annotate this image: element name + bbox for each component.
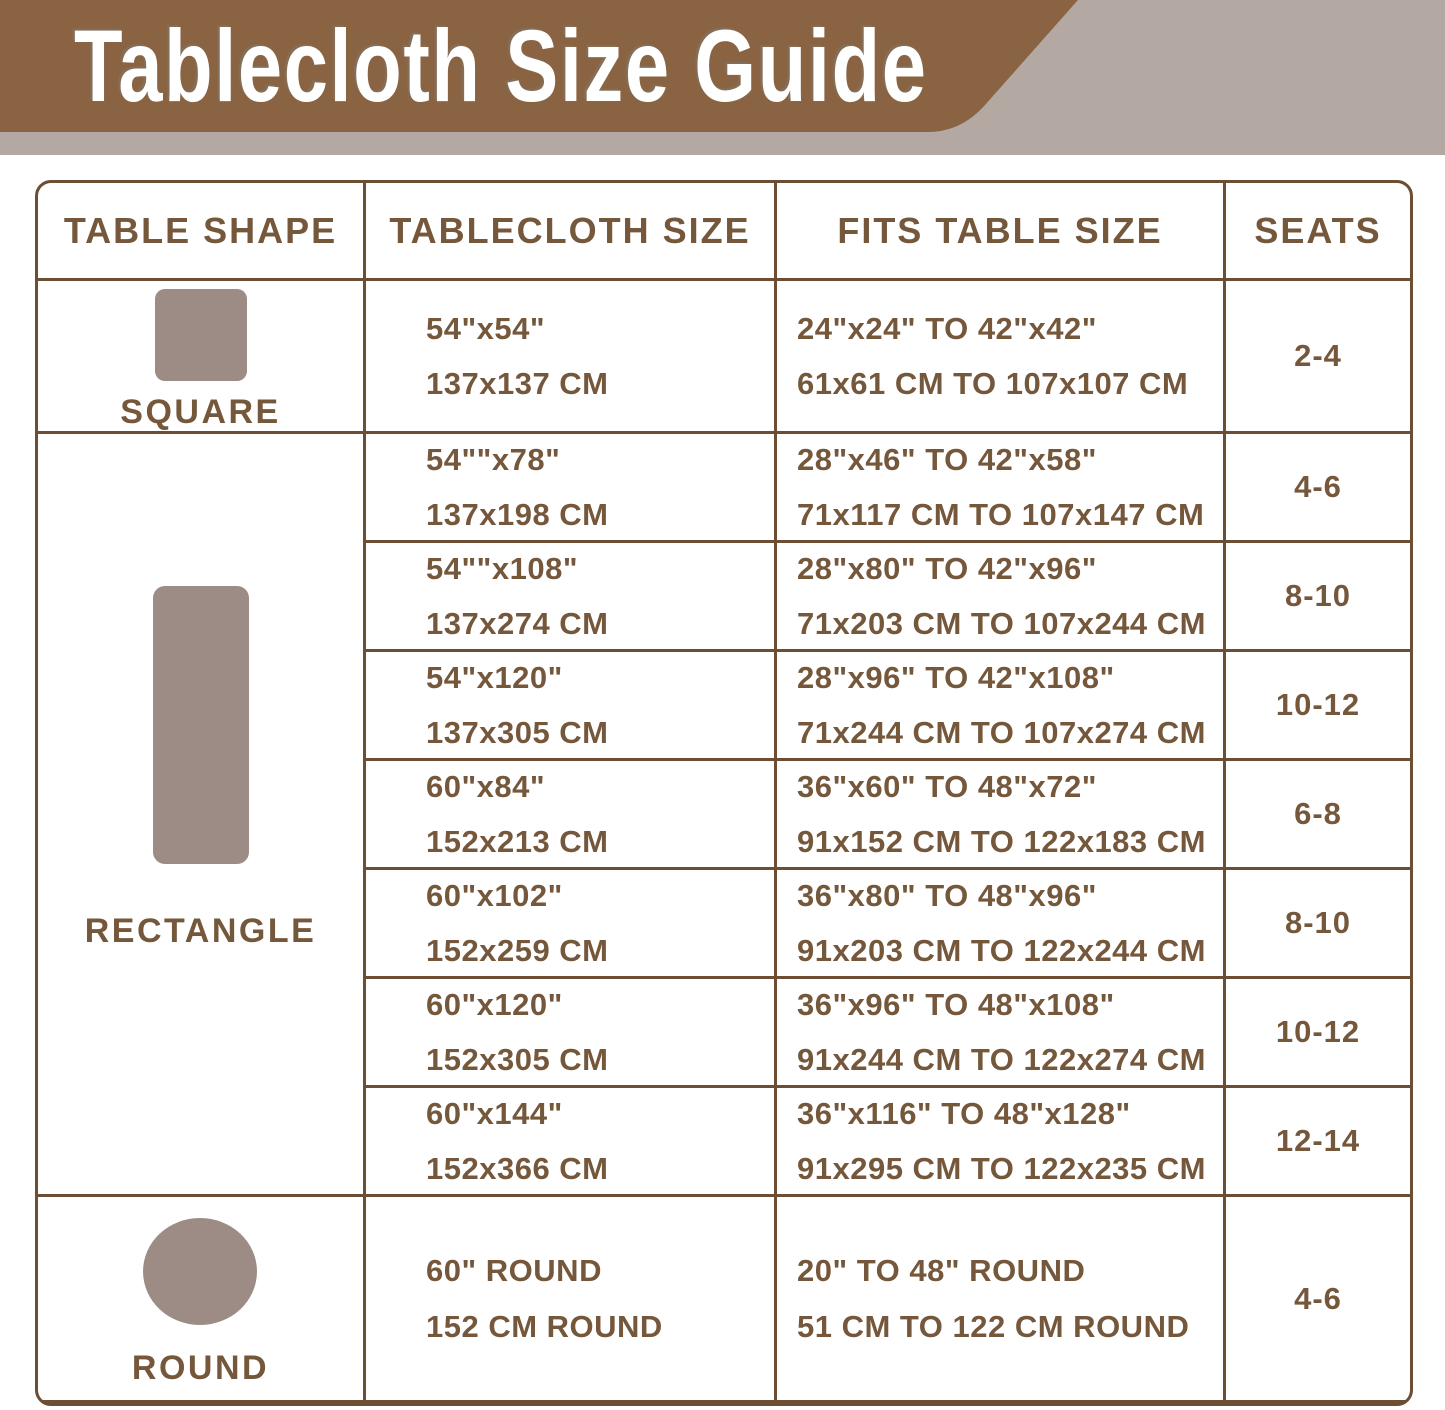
- size-inches: 60"x84": [426, 768, 546, 804]
- rectangle-shape-icon: [153, 586, 249, 864]
- cell-seats-row3: 10-12: [1226, 652, 1410, 758]
- size-cm: 152x366 CM: [426, 1151, 609, 1186]
- cell-fits-row6: [777, 979, 1223, 1085]
- round-label: ROUND: [131, 1348, 270, 1387]
- square-label: SQUARE: [120, 392, 281, 431]
- shape-cell-round: [38, 1197, 363, 1400]
- fits-cm: 71x244 CM TO 107x274 CM: [797, 715, 1206, 750]
- fits-cm: 91x244 CM TO 122x274 CM: [797, 1042, 1206, 1077]
- size-inches: 54""x108": [426, 550, 579, 586]
- fits-inches: 28"x80" TO 42"x96": [797, 550, 1097, 586]
- cell-size-row6: [366, 979, 774, 1085]
- size-inches: 60"x102": [426, 877, 563, 913]
- cell-seats-row4: 6-8: [1226, 761, 1410, 867]
- fits-inches: 28"x96" TO 42"x108": [797, 659, 1115, 695]
- cell-size-row7: [366, 1088, 774, 1194]
- cell-fits-row0: [777, 281, 1223, 431]
- fits-cm: 91x203 CM TO 122x244 CM: [797, 933, 1206, 968]
- cell-fits-row7: [777, 1088, 1223, 1194]
- size-guide-table: [35, 180, 1413, 1406]
- fits-inches: 20" TO 48" ROUND: [797, 1253, 1086, 1289]
- cell-size-row8: [366, 1197, 774, 1400]
- header-seats: SEATS: [1226, 183, 1410, 278]
- size-inches: 60"x120": [426, 986, 563, 1022]
- size-cm: 137x305 CM: [426, 715, 609, 750]
- round-shape-group: [132, 1218, 269, 1388]
- size-cm: 152x259 CM: [426, 933, 609, 968]
- cell-size-row3: [366, 652, 774, 758]
- rectangle-shape-group: [85, 586, 317, 951]
- fits-cm: 71x117 CM TO 107x147 CM: [797, 497, 1205, 532]
- cell-fits-row2: [777, 543, 1223, 649]
- cell-fits-row3: [777, 652, 1223, 758]
- cell-seats-row7: 12-14: [1226, 1088, 1410, 1194]
- square-shape-group: [120, 289, 280, 432]
- size-cm: 152x213 CM: [426, 824, 609, 859]
- cell-fits-row4: [777, 761, 1223, 867]
- cell-seats-row1: 4-6: [1226, 434, 1410, 540]
- fits-cm: 61x61 CM TO 107x107 CM: [797, 366, 1189, 401]
- rectangle-label: RECTANGLE: [84, 911, 317, 950]
- size-inches: 54"x120": [426, 659, 563, 695]
- fits-inches: 24"x24" TO 42"x42": [797, 310, 1097, 346]
- shape-cell-rectangle: [38, 434, 363, 1194]
- round-shape-icon: [143, 1218, 257, 1325]
- fits-inches: 36"x116" TO 48"x128": [797, 1095, 1131, 1131]
- size-cm: 137x274 CM: [426, 606, 609, 641]
- page-title: Tablecloth Size Guide: [74, 8, 928, 123]
- cell-seats-row5: 8-10: [1226, 870, 1410, 976]
- cell-fits-row5: [777, 870, 1223, 976]
- fits-inches: 36"x60" TO 48"x72": [797, 768, 1097, 804]
- size-cm: 152 CM ROUND: [426, 1308, 663, 1344]
- cell-size-row1: [366, 434, 774, 540]
- fits-cm: 91x152 CM TO 122x183 CM: [797, 824, 1206, 859]
- cell-size-row0: [366, 281, 774, 431]
- header-tablecloth-size: TABLECLOTH SIZE: [366, 183, 774, 278]
- cell-fits-row8: [777, 1197, 1223, 1400]
- cell-size-row4: [366, 761, 774, 867]
- size-cm: 152x305 CM: [426, 1042, 609, 1077]
- cell-size-row2: [366, 543, 774, 649]
- size-cm: 137x137 CM: [426, 366, 609, 401]
- cell-seats-row0: 2-4: [1226, 281, 1410, 431]
- size-inches: 54"x54": [426, 310, 546, 346]
- cell-seats-row2: 8-10: [1226, 543, 1410, 649]
- shape-cell-square: [38, 281, 363, 431]
- size-cm: 137x198 CM: [426, 497, 609, 532]
- header-fits-table-size: FITS TABLE SIZE: [777, 183, 1223, 278]
- size-inches: 54""x78": [426, 441, 561, 477]
- fits-inches: 28"x46" TO 42"x58": [797, 441, 1097, 477]
- hero-banner: [0, 0, 1445, 155]
- header-table-shape: TABLE SHAPE: [38, 183, 363, 278]
- cell-seats-row8: 4-6: [1226, 1197, 1410, 1400]
- fits-inches: 36"x96" TO 48"x108": [797, 986, 1115, 1022]
- cell-seats-row6: 10-12: [1226, 979, 1410, 1085]
- cell-size-row5: [366, 870, 774, 976]
- fits-cm: 71x203 CM TO 107x244 CM: [797, 606, 1206, 641]
- fits-cm: 51 CM TO 122 CM ROUND: [797, 1308, 1190, 1344]
- fits-cm: 91x295 CM TO 122x235 CM: [797, 1151, 1206, 1186]
- cell-fits-row1: [777, 434, 1223, 540]
- size-inches: 60" ROUND: [426, 1253, 602, 1289]
- square-shape-icon: [155, 289, 247, 381]
- size-inches: 60"x144": [426, 1095, 563, 1131]
- fits-inches: 36"x80" TO 48"x96": [797, 877, 1097, 913]
